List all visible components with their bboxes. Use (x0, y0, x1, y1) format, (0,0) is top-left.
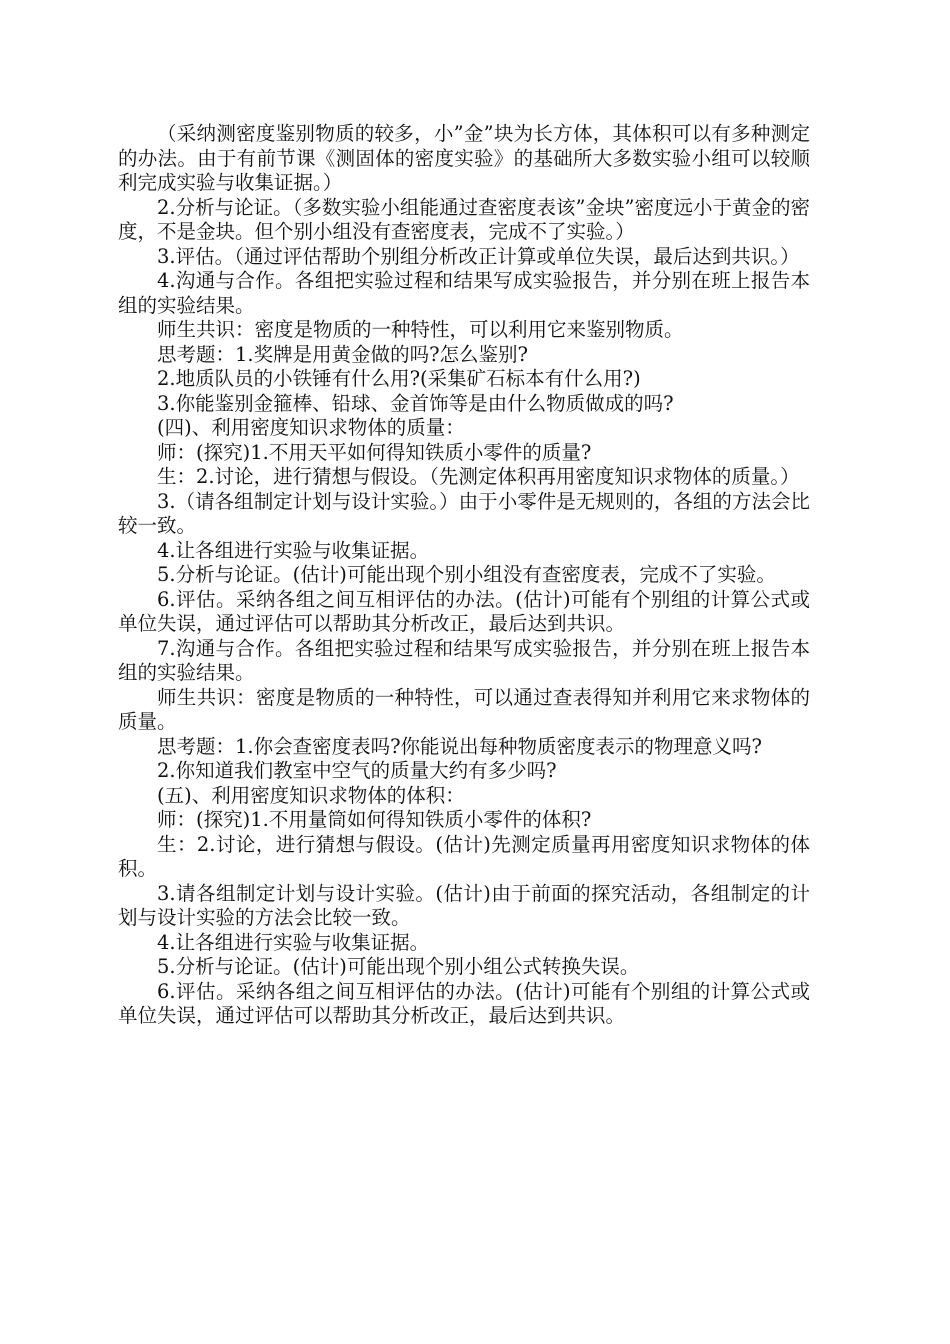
paragraph-3: 3.评估。（通过评估帮助个别组分析改正计算或单位失误，最后达到共识。） (157, 244, 800, 268)
paragraph-10: 师：(探究)1.不用天平如何得知铁质小零件的质量? (157, 440, 592, 464)
paragraph-17: 师生共识：密度是物质的一种特性，可以通过查表得知并利用它来求物体的质量。 (118, 685, 810, 733)
paragraph-26: 6.评估。采纳各组之间互相评估的办法。(估计)可能有个别组的计算公式或单位失误，通过评估可以帮助其分析改正，最后达到共识。 (118, 979, 810, 1027)
paragraph-15: 6.评估。采纳各组之间互相评估的办法。(估计)可能有个别组的计算公式或单位失误，通过评估可以帮助其分析改正，最后达到共识。 (118, 587, 810, 635)
paragraph-25: 5.分析与论证。(估计)可能出现个别小组公式转换失误。 (157, 955, 640, 978)
section-heading-4: (四)、利用密度知识求物体的质量： (157, 416, 465, 439)
paragraph-24: 4.让各组进行实验与收集证据。 (157, 930, 430, 954)
paragraph-21: 师：(探究)1.不用量筒如何得知铁质小零件的体积? (157, 808, 592, 831)
paragraph-22: 生：2.讨论，进行猜想与假设。(估计)先测定质量再用密度知识求物体的体积。 (118, 832, 810, 880)
paragraph-5: 师生共识：密度是物质的一种特性，可以利用它来鉴别物质。 (157, 318, 684, 341)
paragraph-6: 思考题：1.奖牌是用黄金做的吗?怎么鉴别? (157, 342, 529, 366)
paragraph-16: 7.沟通与合作。各组把实验过程和结果写成实验报告，并分别在班上报告本组的实验结果。 (118, 636, 810, 684)
paragraph-8: 3.你能鉴别金箍棒、铅球、金首饰等是由什么物质做成的吗? (157, 391, 674, 415)
document-body (118, 122, 810, 1029)
paragraph-14: 5.分析与论证。(估计)可能出现个别小组没有查密度表，完成不了实验。 (157, 563, 776, 586)
paragraph-19: 2.你知道我们教室中空气的质量大约有多少吗? (157, 759, 557, 782)
paragraph-23: 3.请各组制定计划与设计实验。(估计)由于前面的探究活动，各组制定的计划与设计实验的方法会比较一致。 (118, 881, 810, 929)
paragraph-11: 生：2.讨论，进行猜想与假设。（先测定体积再用密度知识求物体的质量。） (157, 465, 800, 488)
paragraph-4: 4.沟通与合作。各组把实验过程和结果写成实验报告，并分别在班上报告本组的实验结果。 (118, 269, 810, 317)
section-heading-5: (五)、利用密度知识求物体的体积： (157, 783, 465, 807)
paragraph-13: 4.让各组进行实验与收集证据。 (157, 538, 430, 562)
paragraph-1: （采纳测密度鉴别物质的较多，小”金”块为长方体，其体积可以有多种测定的办法。由于有前节课《测固体的密度实验》的基础所大多数实验小组可以较顺利完成实验与收集证据。） (118, 122, 810, 194)
paragraph-12: 3.（请各组制定计划与设计实验。）由于小零件是无规则的，各组的方法会比较一致。 (118, 489, 810, 537)
paragraph-18: 思考题：1.你会查密度表吗?你能说出每种物质密度表示的物理意义吗? (157, 734, 763, 758)
paragraph-2: 2.分析与论证。（多数实验小组能通过查密度表该”金块”密度远小于黄金的密度，不是金块。但个别小组没有查密度表，完成不了实验。） (118, 195, 810, 243)
paragraph-7: 2.地质队员的小铁锤有什么用?(采集矿石标本有什么用?) (157, 367, 641, 390)
